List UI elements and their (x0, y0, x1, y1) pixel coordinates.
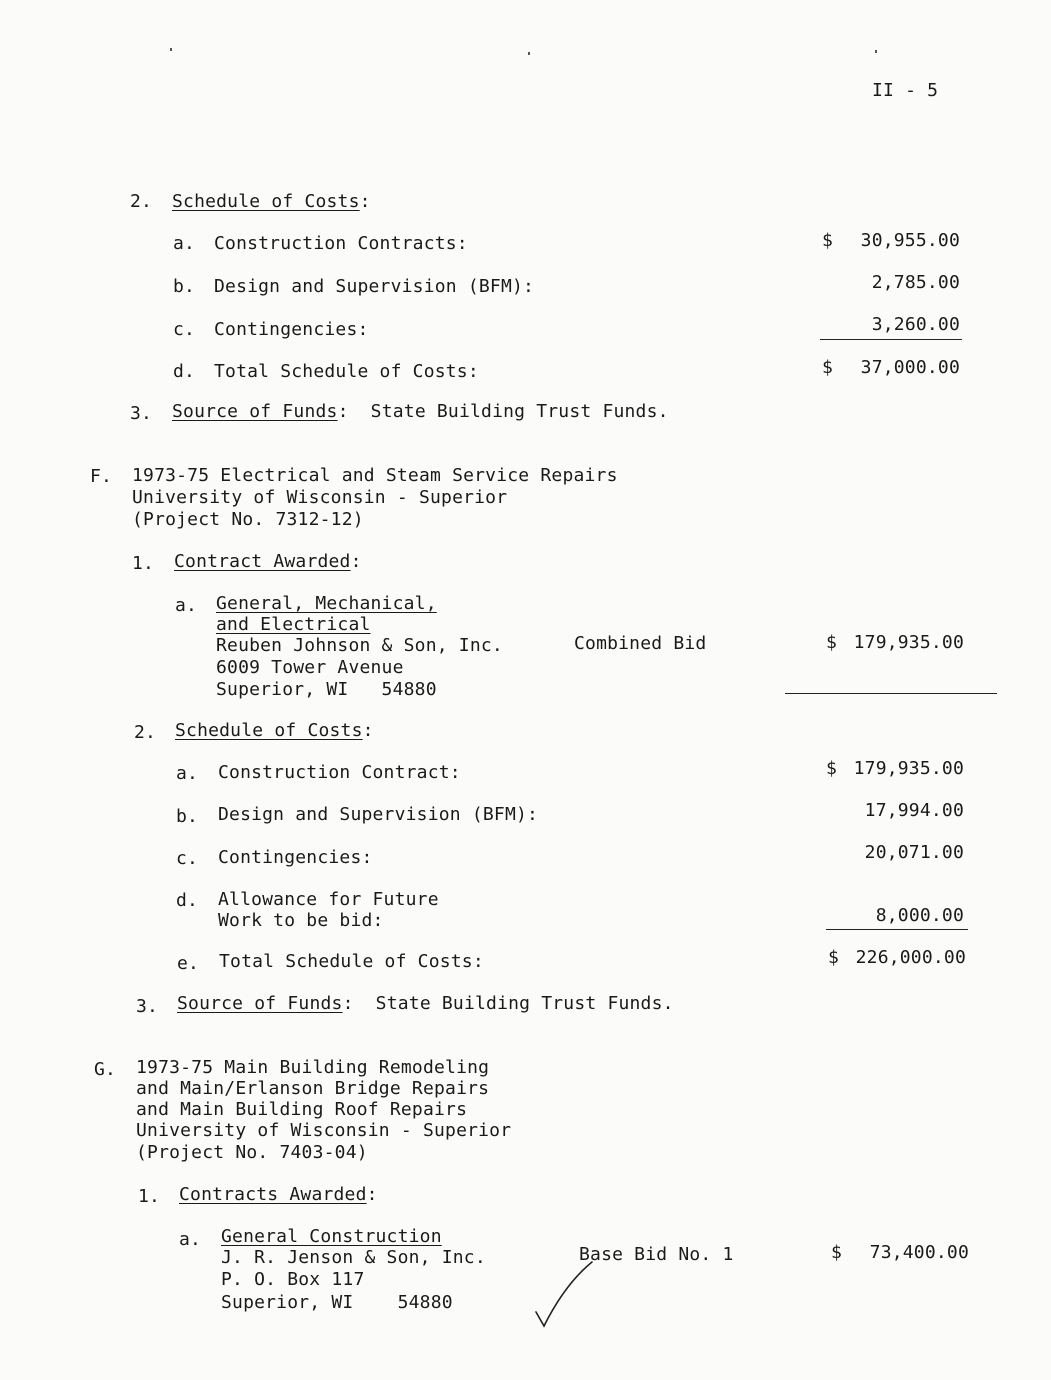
dollar-sign: $ (822, 357, 834, 378)
bid-type: Base Bid No. 1 (579, 1244, 734, 1265)
cost-item-letter: b. (173, 276, 196, 297)
contract-item-letter: a. (175, 595, 198, 616)
subtotal-rule (820, 339, 962, 340)
scan-speck (875, 50, 877, 53)
cost-item-label: Allowance for Future Work to be bid: (218, 889, 439, 931)
total-rule (785, 693, 997, 694)
trade-line: General Construction (221, 1226, 442, 1247)
page-number: II - 5 (872, 80, 939, 101)
cost-item-letter: d. (176, 890, 199, 911)
cost-amount: 2,785.00 (871, 272, 960, 293)
dollar-sign: $ (822, 230, 834, 251)
project-title-line: and Main/Erlanson Bridge Repairs (136, 1078, 490, 1099)
source-of-funds: Source of Funds: State Building Trust Funds. (177, 993, 674, 1014)
schedule-heading: Schedule of Costs: (172, 191, 371, 212)
bid-amount: 73,400.00 (869, 1242, 969, 1263)
schedule-number: 2. (130, 191, 153, 212)
project-title-line: and Main Building Roof Repairs (136, 1099, 468, 1120)
project-title-line: 1973-75 Main Building Remodeling (136, 1057, 490, 1078)
cost-amount: 17,994.00 (864, 800, 964, 821)
section-letter: G. (94, 1059, 117, 1080)
contract-heading: Contract Awarded: (174, 551, 362, 572)
cost-amount: 37,000.00 (860, 357, 960, 378)
source-number: 3. (130, 403, 153, 424)
trade-line: General, Mechanical, (216, 593, 437, 614)
scan-speck (170, 48, 172, 51)
cost-item-label: Design and Supervision (BFM): (218, 804, 539, 825)
cost-item-label: Construction Contracts: (214, 233, 468, 254)
project-title-line: (Project No. 7403-04) (136, 1142, 368, 1163)
dollar-sign: $ (826, 632, 838, 653)
cost-amount: 20,071.00 (864, 842, 964, 863)
cost-amount: 30,955.00 (860, 230, 960, 251)
cost-item-label: Contingencies: (218, 847, 373, 868)
trade-line: and Electrical (216, 614, 371, 635)
dollar-sign: $ (826, 758, 838, 779)
contractor-line: P. O. Box 117 (221, 1269, 365, 1290)
cost-amount: 8,000.00 (875, 905, 964, 926)
scan-speck (528, 52, 530, 55)
contract-item-letter: a. (179, 1229, 202, 1250)
project-title-line: (Project No. 7312-12) (132, 509, 364, 530)
contract-number: 1. (132, 553, 155, 574)
cost-item-letter: c. (176, 848, 199, 869)
schedule-number: 2. (134, 722, 157, 743)
subtotal-rule (826, 929, 968, 930)
project-title-line: 1973-75 Electrical and Steam Service Repairs (132, 465, 618, 486)
contractor-line: Superior, WI 54880 (221, 1292, 453, 1313)
cost-item-label: Total Schedule of Costs: (214, 361, 479, 382)
contracts-number: 1. (138, 1186, 161, 1207)
cost-item-letter: a. (173, 233, 196, 254)
cost-item-letter: a. (176, 763, 199, 784)
dollar-sign: $ (828, 947, 840, 968)
contractor-line: 6009 Tower Avenue (216, 657, 404, 678)
contractor-line: Superior, WI 54880 (216, 679, 437, 700)
cost-item-label: Construction Contract: (218, 762, 461, 783)
cost-item-letter: e. (177, 953, 200, 974)
source-number: 3. (136, 996, 159, 1017)
cost-amount: 179,935.00 (853, 758, 964, 779)
cost-item-letter: c. (173, 319, 196, 340)
project-title-line: University of Wisconsin - Superior (136, 1120, 512, 1141)
bid-amount: 179,935.00 (853, 632, 964, 653)
dollar-sign: $ (831, 1242, 843, 1263)
cost-item-label: Total Schedule of Costs: (219, 951, 484, 972)
bid-type: Combined Bid (574, 633, 707, 654)
project-title-line: University of Wisconsin - Superior (132, 487, 508, 508)
cost-item-label: Design and Supervision (BFM): (214, 276, 535, 297)
cost-amount: 226,000.00 (855, 947, 966, 968)
section-letter: F. (90, 466, 113, 487)
cost-item-letter: d. (173, 361, 196, 382)
handwritten-check-mark (530, 1250, 600, 1330)
contracts-heading: Contracts Awarded: (179, 1184, 378, 1205)
contractor-line: J. R. Jenson & Son, Inc. (221, 1247, 486, 1268)
cost-item-label: Contingencies: (214, 319, 369, 340)
source-of-funds: Source of Funds: State Building Trust Funds. (172, 401, 669, 422)
schedule-heading: Schedule of Costs: (175, 720, 374, 741)
cost-item-letter: b. (176, 806, 199, 827)
cost-amount: 3,260.00 (871, 314, 960, 335)
contractor-line: Reuben Johnson & Son, Inc. (216, 635, 503, 656)
